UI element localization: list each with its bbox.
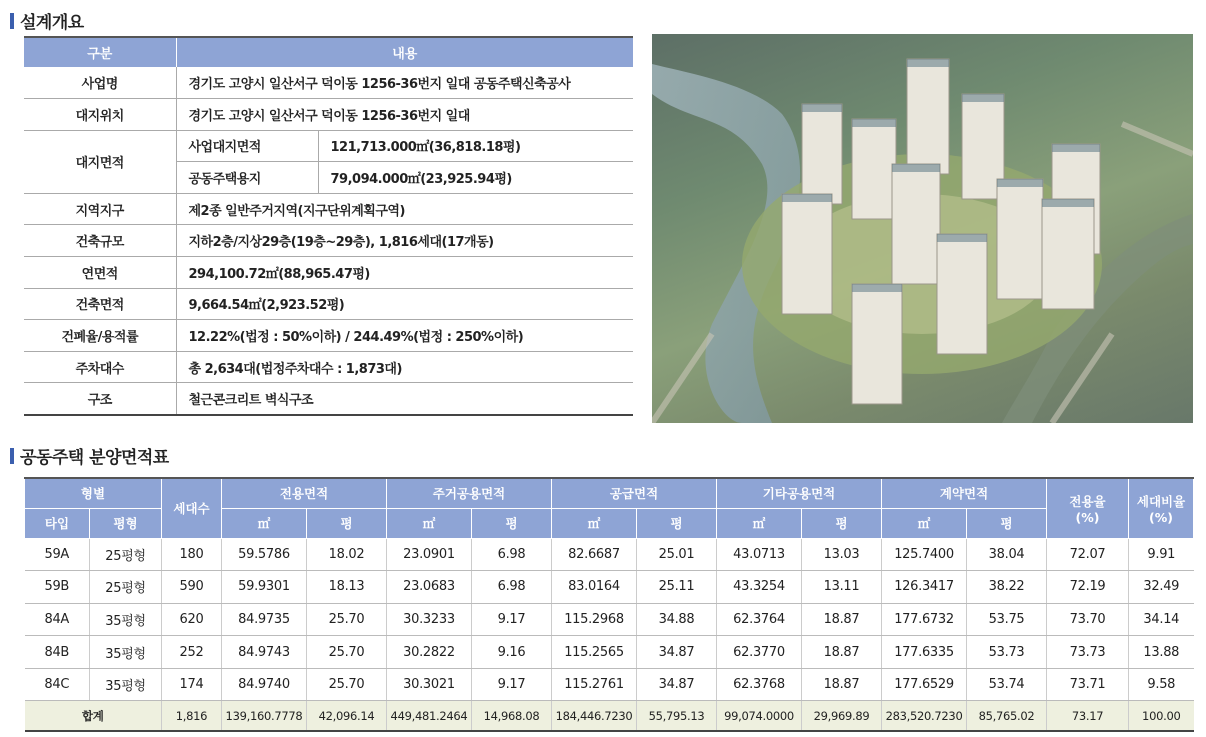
table-cell: 35평형 [90,603,162,636]
table-cell: 84.9743 [222,636,307,669]
col-household-rate: 세대비율 (%) [1129,478,1194,538]
total-cell: 184,446.7230 [552,701,637,731]
table-cell: 620 [162,603,222,636]
table-row [25,538,1194,571]
col-unit-py: 평 [307,508,387,538]
table-cell: 53.75 [967,603,1047,636]
table-cell: 34.87 [637,636,717,669]
table-cell: 38.04 [967,538,1047,571]
table-cell: 30.3233 [387,603,472,636]
table-cell: 177.6529 [882,668,967,701]
table-cell: 23.0901 [387,538,472,571]
table-cell: 34.88 [637,603,717,636]
table-cell: 53.73 [967,636,1047,669]
table-cell: 590 [162,571,222,604]
overview-label: 연면적 [24,257,176,289]
total-cell: 85,765.02 [967,701,1047,731]
col-unit-py: 평 [472,508,552,538]
overview-value: 총 2,634대(법정주차대수 : 1,873대) [176,351,633,383]
total-cell: 449,481.2464 [387,701,472,731]
overview-label: 건축규모 [24,225,176,257]
col-typecode: 타입 [25,508,90,538]
table-cell: 25.70 [307,668,387,701]
table-cell: 25평형 [90,571,162,604]
col-unit-m2: ㎡ [882,508,967,538]
section-title-text: 공동주택 분양면적표 [20,448,169,468]
table-cell: 177.6732 [882,603,967,636]
table-cell: 9.91 [1129,538,1194,571]
table-row [25,603,1194,636]
area-table [24,477,1194,732]
table-cell: 13.11 [802,571,882,604]
table-cell: 18.87 [802,636,882,669]
total-cell: 139,160.7778 [222,701,307,731]
table-cell: 115.2761 [552,668,637,701]
table-cell: 252 [162,636,222,669]
total-cell: 100.00 [1129,701,1194,731]
col-households: 세대수 [162,478,222,538]
table-cell: 35평형 [90,668,162,701]
overview-value: 294,100.72㎡(88,965.47평) [176,257,633,289]
table-cell: 38.22 [967,571,1047,604]
table-cell: 18.87 [802,603,882,636]
overview-value: 9,664.54㎡(2,923.52평) [176,288,633,320]
overview-value: 제2종 일반주거지역(지구단위계획구역) [176,193,633,225]
table-cell: 72.07 [1047,538,1129,571]
table-cell: 13.03 [802,538,882,571]
table-cell: 73.73 [1047,636,1129,669]
table-cell: 6.98 [472,538,552,571]
total-row [25,701,1194,731]
table-cell: 84A [25,603,90,636]
col-residential-common: 주거공용면적 [387,478,552,508]
table-cell: 62.3768 [717,668,802,701]
table-cell: 25.70 [307,603,387,636]
overview-sub-label: 공동주택용지 [176,162,318,194]
overview-head-content: 내용 [176,37,633,67]
table-cell: 9.58 [1129,668,1194,701]
table-cell: 9.17 [472,668,552,701]
table-cell: 25.70 [307,636,387,669]
total-cell: 1,816 [162,701,222,731]
total-cell: 14,968.08 [472,701,552,731]
overview-label: 건축면적 [24,288,176,320]
table-cell: 25.01 [637,538,717,571]
table-cell: 73.70 [1047,603,1129,636]
total-cell: 42,096.14 [307,701,387,731]
table-cell: 84.9740 [222,668,307,701]
overview-table [24,36,633,416]
table-cell: 13.88 [1129,636,1194,669]
table-cell: 53.74 [967,668,1047,701]
col-contract: 계약면적 [882,478,1047,508]
overview-sub-value: 121,713.000㎡(36,818.18평) [318,130,633,162]
table-cell: 59A [25,538,90,571]
overview-value: 지하2층/지상29층(19층~29층), 1,816세대(17개동) [176,225,633,257]
table-cell: 59.5786 [222,538,307,571]
table-cell: 84B [25,636,90,669]
table-cell: 180 [162,538,222,571]
table-cell: 18.13 [307,571,387,604]
table-cell: 34.87 [637,668,717,701]
table-cell: 43.3254 [717,571,802,604]
table-cell: 32.49 [1129,571,1194,604]
col-exclusive-rate: 전용율 (%) [1047,478,1129,538]
overview-label: 대지면적 [24,130,176,193]
col-type-group: 형별 [25,478,162,508]
overview-sub-value: 79,094.000㎡(23,925.94평) [318,162,633,194]
aerial-illustration [652,34,1193,423]
table-row [25,571,1194,604]
table-cell: 23.0683 [387,571,472,604]
overview-value: 철근콘크리트 벽식구조 [176,383,633,415]
table-cell: 6.98 [472,571,552,604]
table-cell: 82.6687 [552,538,637,571]
col-pyeongtype: 평형 [90,508,162,538]
total-cell: 99,074.0000 [717,701,802,731]
col-exclusive: 전용면적 [222,478,387,508]
section-title-areas [10,443,169,468]
overview-label: 지역지구 [24,193,176,225]
table-cell: 9.16 [472,636,552,669]
overview-label: 주차대수 [24,351,176,383]
table-row [25,668,1194,701]
table-cell: 83.0164 [552,571,637,604]
table-cell: 84C [25,668,90,701]
total-label: 합계 [25,701,162,731]
table-cell: 125.7400 [882,538,967,571]
table-cell: 34.14 [1129,603,1194,636]
overview-value: 12.22%(법정 : 50%이하) / 244.49%(법정 : 250%이하) [176,320,633,352]
table-cell: 18.02 [307,538,387,571]
col-unit-m2: ㎡ [717,508,802,538]
table-cell: 177.6335 [882,636,967,669]
col-unit-py: 평 [802,508,882,538]
overview-value: 경기도 고양시 일산서구 덕이동 1256-36번지 일대 [176,99,633,131]
overview-label: 구조 [24,383,176,415]
total-cell: 73.17 [1047,701,1129,731]
table-cell: 174 [162,668,222,701]
overview-sub-label: 사업대지면적 [176,130,318,162]
title-accent-bar [10,13,14,29]
table-cell: 9.17 [472,603,552,636]
table-cell: 62.3764 [717,603,802,636]
overview-value: 경기도 고양시 일산서구 덕이동 1256-36번지 일대 공동주택신축공사 [176,67,633,99]
section-title-text: 설계개요 [20,13,84,33]
table-cell: 84.9735 [222,603,307,636]
table-cell: 115.2565 [552,636,637,669]
table-cell: 126.3417 [882,571,967,604]
table-cell: 30.2822 [387,636,472,669]
table-cell: 25평형 [90,538,162,571]
title-accent-bar [10,448,14,464]
overview-head-category: 구분 [24,37,176,67]
table-cell: 73.71 [1047,668,1129,701]
col-other-common: 기타공용면적 [717,478,882,508]
table-cell: 25.11 [637,571,717,604]
col-unit-py: 평 [637,508,717,538]
table-cell: 35평형 [90,636,162,669]
table-cell: 59B [25,571,90,604]
col-unit-m2: ㎡ [552,508,637,538]
total-cell: 29,969.89 [802,701,882,731]
section-title-overview [10,8,84,33]
table-cell: 30.3021 [387,668,472,701]
table-cell: 62.3770 [717,636,802,669]
total-cell: 55,795.13 [637,701,717,731]
overview-label: 대지위치 [24,99,176,131]
table-row [25,636,1194,669]
table-cell: 72.19 [1047,571,1129,604]
table-cell: 43.0713 [717,538,802,571]
aerial-rendering-image [652,34,1193,423]
table-cell: 18.87 [802,668,882,701]
overview-label: 건폐율/용적률 [24,320,176,352]
table-cell: 115.2968 [552,603,637,636]
col-unit-m2: ㎡ [222,508,307,538]
col-unit-m2: ㎡ [387,508,472,538]
table-cell: 59.9301 [222,571,307,604]
overview-label: 사업명 [24,67,176,99]
area-table-body [25,538,1194,731]
total-cell: 283,520.7230 [882,701,967,731]
col-unit-py: 평 [967,508,1047,538]
col-supply: 공급면적 [552,478,717,508]
